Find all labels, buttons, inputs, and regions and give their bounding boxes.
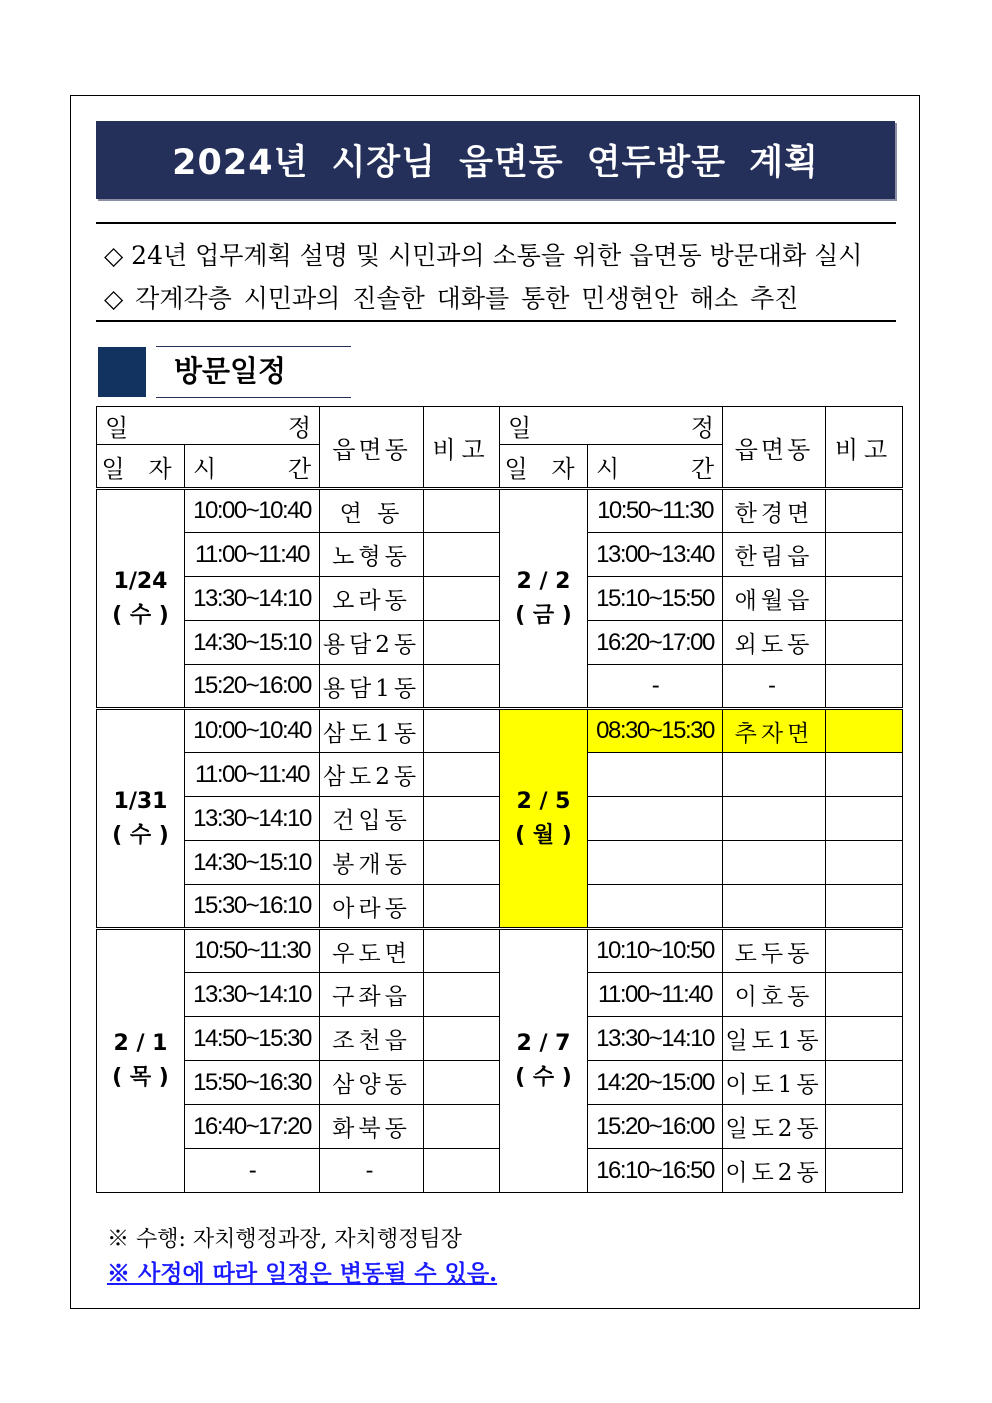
time-cell: [588, 885, 723, 929]
dong-cell: 이도1동: [723, 1061, 826, 1105]
time-cell: [588, 841, 723, 885]
dong-cell: 일도1동: [723, 1017, 826, 1061]
dong-cell: 이도2동: [723, 1149, 826, 1193]
time-cell: 16:40~17:20: [185, 1105, 320, 1149]
time-cell: -: [588, 665, 723, 709]
time-cell: 08:30~15:30: [588, 709, 723, 753]
header-schedule-right: [500, 407, 723, 445]
header-schedule-left: [97, 407, 320, 445]
intro-line-1: ◇ 24년 업무계획 설명 및 시민과의 소통을 위한 읍면동 방문대화 실시: [104, 241, 863, 270]
time-cell: 15:10~15:50: [588, 577, 723, 621]
dong-cell: 노형동: [320, 533, 424, 577]
dong-cell: 한림읍: [723, 533, 826, 577]
dong-cell: -: [723, 665, 826, 709]
dong-cell: 용담2동: [320, 621, 424, 665]
note-cell: [424, 1105, 500, 1149]
dong-cell: 추자면: [723, 709, 826, 753]
time-cell: 14:50~15:30: [185, 1017, 320, 1061]
header-time-right: [588, 445, 723, 489]
time-cell: 10:10~10:50: [588, 929, 723, 973]
note-cell: [826, 1105, 903, 1149]
header-il: 일: [508, 414, 532, 442]
dong-cell: [723, 753, 826, 797]
header-si: 시: [596, 454, 620, 483]
header-gan: 간: [690, 454, 714, 483]
time-cell: 15:30~16:10: [185, 885, 320, 929]
section-title: 방문일정: [156, 346, 351, 398]
note-cell: [826, 577, 903, 621]
note-cell: [826, 533, 903, 577]
disclaimer-note: ※ 사정에 따라 일정은 변동될 수 있음.: [107, 1260, 498, 1287]
header-si: 시: [193, 454, 217, 483]
note-cell: [424, 753, 500, 797]
header-note-right: 비고: [826, 407, 903, 489]
note-cell: [424, 709, 500, 753]
header-dong-right: 읍면동: [723, 407, 826, 489]
date-cell: 2 / 1 ( 목 ): [97, 929, 185, 1193]
time-cell: 15:20~16:00: [588, 1105, 723, 1149]
dong-cell: 아라동: [320, 885, 424, 929]
note-cell: [424, 533, 500, 577]
dong-cell: 한경면: [723, 489, 826, 533]
time-cell: 13:30~14:10: [185, 797, 320, 841]
dong-cell: [723, 885, 826, 929]
note-cell: [424, 1017, 500, 1061]
header-note-left: 비고: [424, 407, 500, 489]
note-cell: [424, 489, 500, 533]
dong-cell: -: [320, 1149, 424, 1193]
time-cell: [588, 753, 723, 797]
note-cell: [424, 1061, 500, 1105]
dong-cell: 외도동: [723, 621, 826, 665]
time-cell: 14:20~15:00: [588, 1061, 723, 1105]
time-cell: 11:00~11:40: [588, 973, 723, 1017]
header-dong-left: 읍면동: [320, 407, 424, 489]
header-jeong: 정: [287, 414, 311, 442]
date-cell: 2 / 7 ( 수 ): [500, 929, 588, 1193]
note-cell: [826, 973, 903, 1017]
dong-cell: 삼도2동: [320, 753, 424, 797]
table-row: [97, 709, 903, 753]
time-cell: 13:30~14:10: [588, 1017, 723, 1061]
time-cell: 11:00~11:40: [185, 533, 320, 577]
schedule-table: [96, 406, 903, 1193]
note-cell: [424, 929, 500, 973]
note-cell: [826, 621, 903, 665]
note-cell: [826, 841, 903, 885]
note-cell: [826, 489, 903, 533]
dong-cell: 애월읍: [723, 577, 826, 621]
time-cell: 13:30~14:10: [185, 577, 320, 621]
time-cell: [588, 797, 723, 841]
time-cell: 13:00~13:40: [588, 533, 723, 577]
dong-cell: [723, 841, 826, 885]
note-cell: [424, 1149, 500, 1193]
header-date-left: 일 자: [97, 445, 185, 489]
note-cell: [826, 1149, 903, 1193]
note-cell: [826, 709, 903, 753]
dong-cell: 삼양동: [320, 1061, 424, 1105]
title-banner: [96, 121, 895, 199]
dong-cell: 도두동: [723, 929, 826, 973]
date-cell: 1/31 ( 수 ): [97, 709, 185, 929]
dong-cell: 용담1동: [320, 665, 424, 709]
note-cell: [826, 753, 903, 797]
section-marker: [98, 347, 146, 397]
dong-cell: 조천읍: [320, 1017, 424, 1061]
time-cell: 11:00~11:40: [185, 753, 320, 797]
time-cell: 13:30~14:10: [185, 973, 320, 1017]
time-cell: 10:50~11:30: [588, 489, 723, 533]
note-cell: [424, 797, 500, 841]
time-cell: 16:10~16:50: [588, 1149, 723, 1193]
dong-cell: 구좌읍: [320, 973, 424, 1017]
header-time-left: [185, 445, 320, 489]
date-cell: 2 / 2 ( 금 ): [500, 489, 588, 709]
dong-cell: 이호동: [723, 973, 826, 1017]
dong-cell: 일도2동: [723, 1105, 826, 1149]
note-cell: [424, 885, 500, 929]
dong-cell: 건입동: [320, 797, 424, 841]
time-cell: 15:20~16:00: [185, 665, 320, 709]
dong-cell: 오라동: [320, 577, 424, 621]
page-title: 2024년 시장님 읍면동 연두방문 계획: [172, 143, 819, 183]
dong-cell: 연 동: [320, 489, 424, 533]
header-jeong: 정: [690, 414, 714, 442]
intro-box: [96, 222, 896, 322]
time-cell: 16:20~17:00: [588, 621, 723, 665]
dong-cell: [723, 797, 826, 841]
intro-line-2: ◇ 각계각층 시민과의 진솔한 대화를 통한 민생현안 해소 추진: [104, 284, 799, 313]
dong-cell: 화북동: [320, 1105, 424, 1149]
dong-cell: 봉개동: [320, 841, 424, 885]
date-cell: 2 / 5 ( 월 ): [500, 709, 588, 929]
time-cell: 10:00~10:40: [185, 709, 320, 753]
note-cell: [826, 1017, 903, 1061]
dong-cell: 우도면: [320, 929, 424, 973]
note-cell: [424, 973, 500, 1017]
time-cell: 10:00~10:40: [185, 489, 320, 533]
performer-note: ※ 수행: 자치행정과장, 자치행정팀장: [107, 1227, 462, 1252]
note-cell: [424, 621, 500, 665]
time-cell: 10:50~11:30: [185, 929, 320, 973]
date-cell: 1/24 ( 수 ): [97, 489, 185, 709]
note-cell: [826, 797, 903, 841]
header-gan: 간: [287, 454, 311, 483]
note-cell: [826, 929, 903, 973]
note-cell: [826, 665, 903, 709]
note-cell: [424, 841, 500, 885]
header-il: 일: [105, 414, 129, 442]
table-row: [97, 489, 903, 533]
time-cell: 15:50~16:30: [185, 1061, 320, 1105]
note-cell: [826, 1061, 903, 1105]
header-date-right: 일 자: [500, 445, 588, 489]
time-cell: 14:30~15:10: [185, 621, 320, 665]
dong-cell: 삼도1동: [320, 709, 424, 753]
note-cell: [826, 885, 903, 929]
time-cell: 14:30~15:10: [185, 841, 320, 885]
table-row: [97, 929, 903, 973]
note-cell: [424, 665, 500, 709]
note-cell: [424, 577, 500, 621]
time-cell: -: [185, 1149, 320, 1193]
